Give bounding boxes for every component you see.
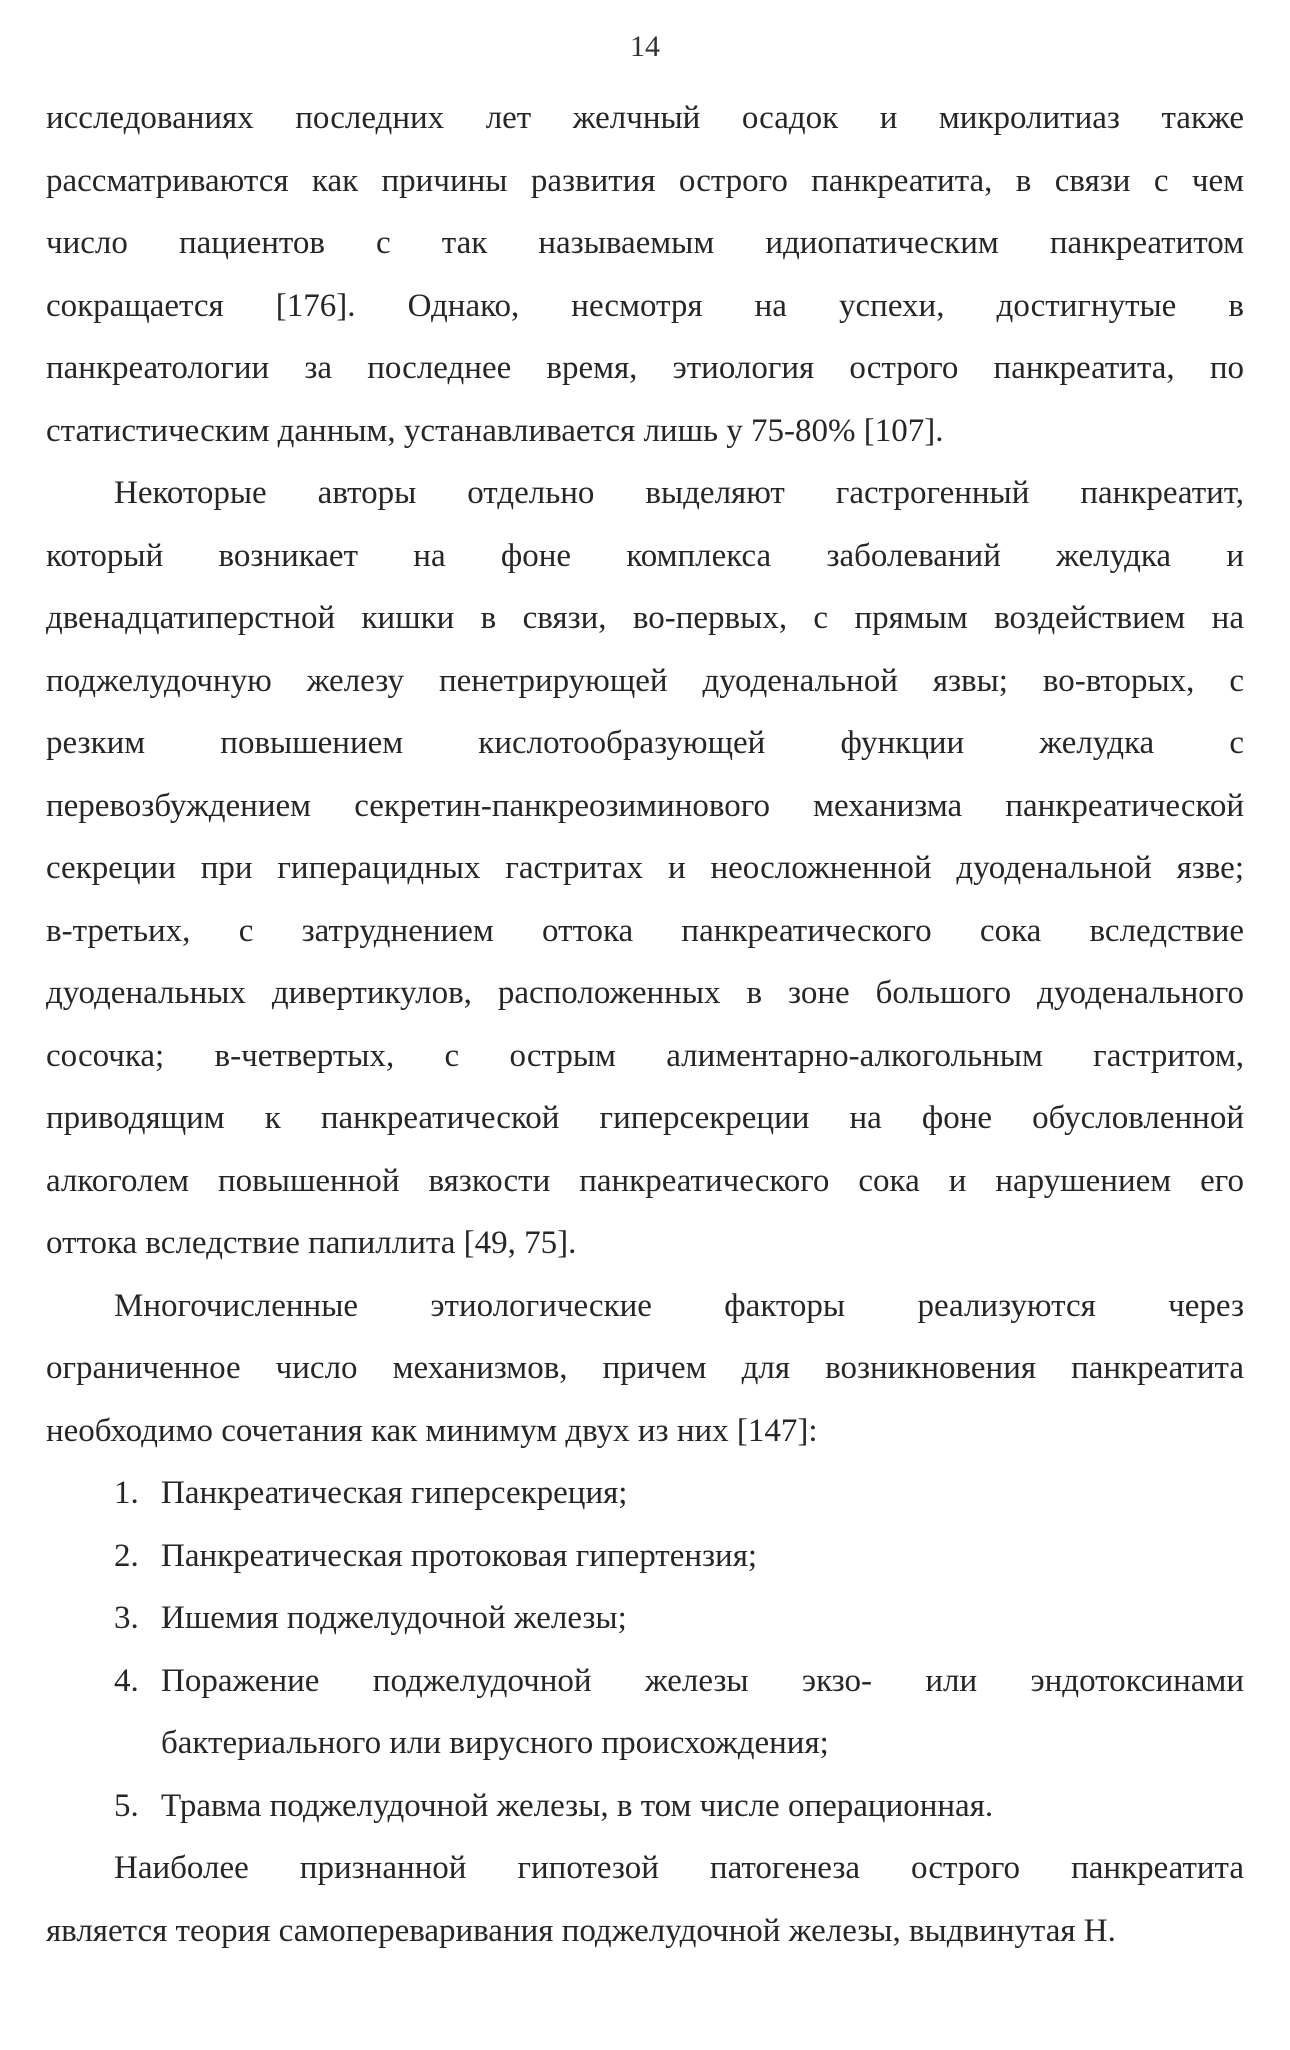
list-item bbox=[46, 1712, 1244, 1775]
list-item bbox=[46, 1525, 1244, 1588]
text-line: исследованиях последних лет желчный осадок и микролитиаз также bbox=[46, 100, 1244, 136]
text-line: в-третьих, с затруднением оттока панкреатического сока вследствие bbox=[46, 912, 1244, 949]
text-line: панкреатологии за последнее время, этиология острого панкреатита, по bbox=[46, 350, 1244, 386]
text-line: Наиболее признанной гипотезой патогенеза острого панкреатита bbox=[114, 1850, 1244, 1886]
list-item bbox=[46, 1775, 1244, 1838]
text-line: двенадцатиперстной кишки в связи, во-первых, с прямым воздействием на bbox=[46, 600, 1244, 636]
page-number: 14 bbox=[630, 30, 660, 63]
list-item-text: Панкреатическая гиперсекреция; bbox=[161, 1475, 628, 1511]
list-item bbox=[46, 1587, 1244, 1650]
text-line: необходимо сочетания как минимум двух из них [147]: bbox=[46, 1412, 818, 1449]
list-item bbox=[46, 1650, 1244, 1713]
paragraph bbox=[46, 87, 1244, 462]
text-line: поджелудочную железу пенетрирующей дуоденальной язвы; во-вторых, с bbox=[46, 662, 1244, 699]
text-line: ограниченное число механизмов, причем для возникновения панкреатита bbox=[46, 1350, 1244, 1386]
text-line: является теория самопереваривания поджелудочной железы, выдвинутая Н. bbox=[46, 1912, 1116, 1949]
text-line: резким повышением кислотообразующей функции желудка с bbox=[46, 725, 1244, 761]
list-item-text: Панкреатическая протоковая гипертензия; bbox=[161, 1537, 758, 1574]
text-line: число пациентов с так называемым идиопатическим панкреатитом bbox=[46, 225, 1244, 261]
text-line: оттока вследствие папиллита [49, 75]. bbox=[46, 1225, 577, 1261]
body-text bbox=[46, 87, 1244, 1962]
text-line: перевозбуждением секретин-панкреозиминового механизма панкреатической bbox=[46, 787, 1244, 824]
paragraph bbox=[46, 1275, 1244, 1463]
list-item-text: Травма поджелудочной железы, в том числе операционная. bbox=[161, 1787, 994, 1824]
list-item-number: 5. bbox=[114, 1787, 139, 1824]
text-line: который возникает на фоне комплекса заболеваний желудка и bbox=[46, 537, 1244, 574]
paragraph bbox=[46, 1837, 1244, 1962]
text-line: Некоторые авторы отдельно выделяют гастрогенный панкреатит, bbox=[114, 475, 1244, 511]
text-line: Многочисленные этиологические факторы реализуются через bbox=[114, 1287, 1244, 1324]
list-item bbox=[46, 1462, 1244, 1525]
text-line: приводящим к панкреатической гиперсекреции на фоне обусловленной bbox=[46, 1100, 1244, 1136]
list-item-number: 4. bbox=[114, 1662, 139, 1699]
text-line: рассматриваются как причины развития острого панкреатита, в связи с чем bbox=[46, 162, 1244, 199]
text-line: сосочка; в-четвертых, с острым алиментарно-алкогольным гастритом, bbox=[46, 1037, 1244, 1074]
list-item-number: 3. bbox=[114, 1600, 139, 1636]
list-item-text: Поражение поджелудочной железы экзо- или эндотоксинами bbox=[161, 1662, 1244, 1699]
text-line: алкоголем повышенной вязкости панкреатического сока и нарушением его bbox=[46, 1162, 1244, 1199]
text-line: сокращается [176]. Однако, несмотря на успехи, достигнутые в bbox=[46, 287, 1244, 324]
paragraph bbox=[46, 462, 1244, 1275]
text-line: статистическим данным, устанавливается лишь у 75-80% [107]. bbox=[46, 412, 944, 449]
list-item-text: Ишемия поджелудочной железы; bbox=[161, 1600, 627, 1636]
numbered-list bbox=[46, 1462, 1244, 1837]
text-line: дуоденальных дивертикулов, расположенных в зоне большого дуоденального bbox=[46, 975, 1244, 1011]
list-item-number: 2. bbox=[114, 1537, 139, 1574]
list-item-number: 1. bbox=[114, 1475, 139, 1511]
list-item-text: бактериального или вирусного происхождения; bbox=[161, 1725, 829, 1761]
text-line: секреции при гиперацидных гастритах и неосложненной дуоденальной язве; bbox=[46, 850, 1244, 886]
